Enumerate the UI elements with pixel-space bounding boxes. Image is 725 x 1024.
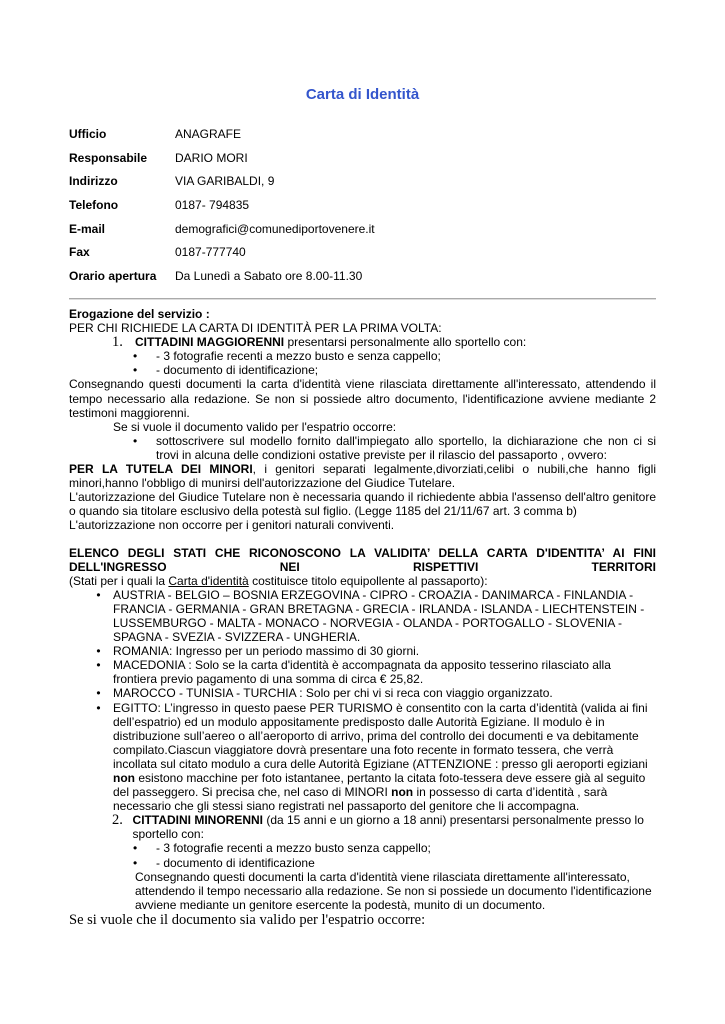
tutela-rest: , i genitori separati legalmente,divorziati,celibi o nubili,che hanno figli minori,hanno l'obbligo di munirsi dell'autorizzazione del Giudice Tutelare. [69,462,656,491]
info-label: Orario apertura [69,269,157,284]
bullet-text: - 3 fotografie recenti a mezzo busto senza cappello; [156,841,431,856]
numbered-item-2 [112,813,656,841]
paragraph: L'autorizzazione del Giudice Tutelare non è necessaria quando il richiedente abbia l'assenso dell'altro genitore o quando sia titolare esclusivo della potestà sul figlio. (Legge 1185 del 21/11/67 art. 3 comma b) [69,490,656,519]
paragraph: L'autorizzazione non occorre per i genitori naturali conviventi. [69,518,395,533]
item-rest: presentarsi personalmente allo sportello con: [284,335,527,350]
info-label: Ufficio [69,127,107,141]
subtitle-text: costituisce titolo equipollente al passaporto): [248,573,488,588]
bullet-icon: • [96,644,101,659]
bullet-text: MAROCCO - TUNISIA - TURCHIA : Solo per chi vi si reca con viaggio organizzato. [113,686,553,701]
info-row-responsabile [69,151,656,175]
info-value: 0187-777740 [175,245,246,260]
info-value: VIA GARIBALDI, 9 [175,174,275,189]
paragraph: Consegnando questi documenti la carta d'identità viene rilasciata direttamente all'interessato, attendendo il tempo necessario alla redazione. Se non si possiede un documento l'identificazione avviene mediante un genitore esercente la podestà, munito di un documento. [135,869,652,912]
bullet-text: AUSTRIA - BELGIO – BOSNIA ERZEGOVINA - CIPRO - CROAZIA - DANIMARCA - FINLANDIA - FRANCIA - GERMANIA - GRAN BRETAGNA - GRECIA - IRLANDA - ISLANDA - LIECHTENSTEIN - LUSSEMBURGO - MALTA - MONACO - NORVEGIA - OLANDA - PORTOGALLO - SLOVENIA - SPAGNA - SVEZIA - SVIZZERA - UNGHERIA. [113,587,645,645]
egitto-text: in possesso di carta d’identità , sarà necessario che gli stessi siano registrati nel passaporto del genitore che li accompagna. [113,785,608,814]
bullet-icon: • [96,700,101,715]
carta-identita-link[interactable]: Carta d'identità [168,573,249,588]
info-row-telefono [69,198,656,222]
item-rest: (da 15 anni e un giorno a 18 anni) presentarsi personalmente presso lo sportello con: [132,813,644,842]
egitto-text: esistono macchine per foto istantanee, pertanto la citata foto-tessera deve essere già al seguito del passeggero. Si precisa che, nel caso di MINORI [113,771,646,800]
section-heading-erogazione: Erogazione del servizio : [69,307,210,321]
subtitle-text: (Stati per i quali la [69,573,169,588]
spacer [69,533,656,546]
info-label: Indirizzo [69,174,118,189]
list-item [133,841,656,855]
info-value: DARIO MORI [175,150,248,165]
list-item [133,349,656,363]
stati-subtitle [69,574,656,588]
list-item [133,856,656,870]
item-text [135,335,526,349]
item-bold-label: CITTADINI MINORENNI [132,813,263,828]
bullet-text: MACEDONIA : Solo se la carta d'identità è accompagnata da apposito tesserino rilasciato alla frontiera previo pagamento di una somma di circa € 25,82. [113,658,611,687]
office-info-table [69,127,656,293]
egitto-text: EGITTO: L’ingresso in questo paese PER TURISMO è consentito con la carta d’identità (valida ai fini dell’espatrio) ed un modulo appositamente predisposto dalle Autorità Egiziane. Il modulo è in distribuzione sull’aereo o all’aeroporto di arrivo, prima del controllo dei documenti e va debitamente compilato.Ciascun viaggiatore dovrà presentare una foto recente in formato tessera, che verrà incollata sul citato modulo a cura delle Autorità Egiziane (ATTENZIONE : presso gli aeroporti egiziani [113,700,648,771]
list-item [84,644,656,658]
item-number: 1. [112,334,123,351]
list-item [84,701,656,814]
info-row-orario [69,269,656,293]
info-label: E-mail [69,221,106,236]
paragraph-tutela [69,462,656,490]
info-label: Telefono [69,198,119,213]
list-item [84,686,656,700]
bullet-icon: • [133,349,138,364]
email-value[interactable]: demografici@comunediportovenere.it [175,221,375,236]
bullet-icon: • [133,855,138,870]
espatrio-line: Se si vuole il documento valido per l'espatrio occorre: [113,419,397,434]
list-item [133,363,656,377]
document-body [69,307,656,929]
page-title: Carta di Identità [305,86,420,103]
bullet-icon: • [133,433,138,448]
tutela-bold: PER LA TUTELA DEI MINORI [69,462,253,477]
horizontal-divider [69,298,656,300]
info-value: ANAGRAFE [175,127,242,141]
info-row-email [69,222,656,246]
final-line: Se si vuole che il documento sia valido per l'espatrio occorre: [69,911,426,928]
intro-line: PER CHI RICHIEDE LA CARTA DI IDENTITÀ PER LA PRIMA VOLTA: [69,321,442,336]
item-number: 2. [112,812,123,829]
bullet-text: - documento di identificazione [156,855,315,870]
bullet-icon: • [133,841,138,856]
bullet-icon: • [96,587,101,602]
list-item [84,588,656,644]
info-label: Responsabile [69,150,148,165]
egitto-bold: non [113,771,135,785]
section-heading-stati: ELENCO DEGLI STATI CHE RICONOSCONO LA VALIDITA’ DELLA CARTA D'IDENTITA’ AI FINI DELL'INGRESSO NEI RISPETTIVI TERRITORI [69,545,656,574]
bullet-text [113,701,656,814]
egitto-bold: non [391,785,414,800]
info-value: 0187- 794835 [175,198,250,213]
bullet-text: - 3 fotografie recenti a mezzo busto e senza cappello; [156,349,441,364]
bullet-icon: • [96,658,101,673]
info-value: Da Lunedì a Sabato ore 8.00-11.30 [175,269,363,284]
list-item [133,434,656,462]
list-item [84,658,656,686]
paragraph: Consegnando questi documenti la carta d'identità viene rilasciata direttamente all'interessato, attendendo il tempo necessario alla redazione. Se non si possiede altro documento, l'identificazione avviene mediante 2 testimoni maggiorenni. [69,377,656,420]
bullet-text: - documento di identificazione; [156,363,319,378]
info-row-fax [69,245,656,269]
bullet-text: sottoscrivere sul modello fornito dall'impiegato allo sportello, la dichiarazione che non ci si trovi in alcuna delle condizioni ostative previste per il rilascio del passaporto , ovvero: [156,433,656,462]
item-bold-label: CITTADINI MAGGIORENNI [135,335,285,350]
info-label: Fax [69,245,90,260]
bullet-icon: • [96,686,101,701]
info-row-indirizzo [69,174,656,198]
numbered-item-1 [112,335,656,349]
info-row-ufficio [69,127,656,151]
bullet-icon: • [133,363,138,378]
item-text [133,813,656,841]
bullet-text: ROMANIA: Ingresso per un periodo massimo di 30 giorni. [113,644,420,659]
